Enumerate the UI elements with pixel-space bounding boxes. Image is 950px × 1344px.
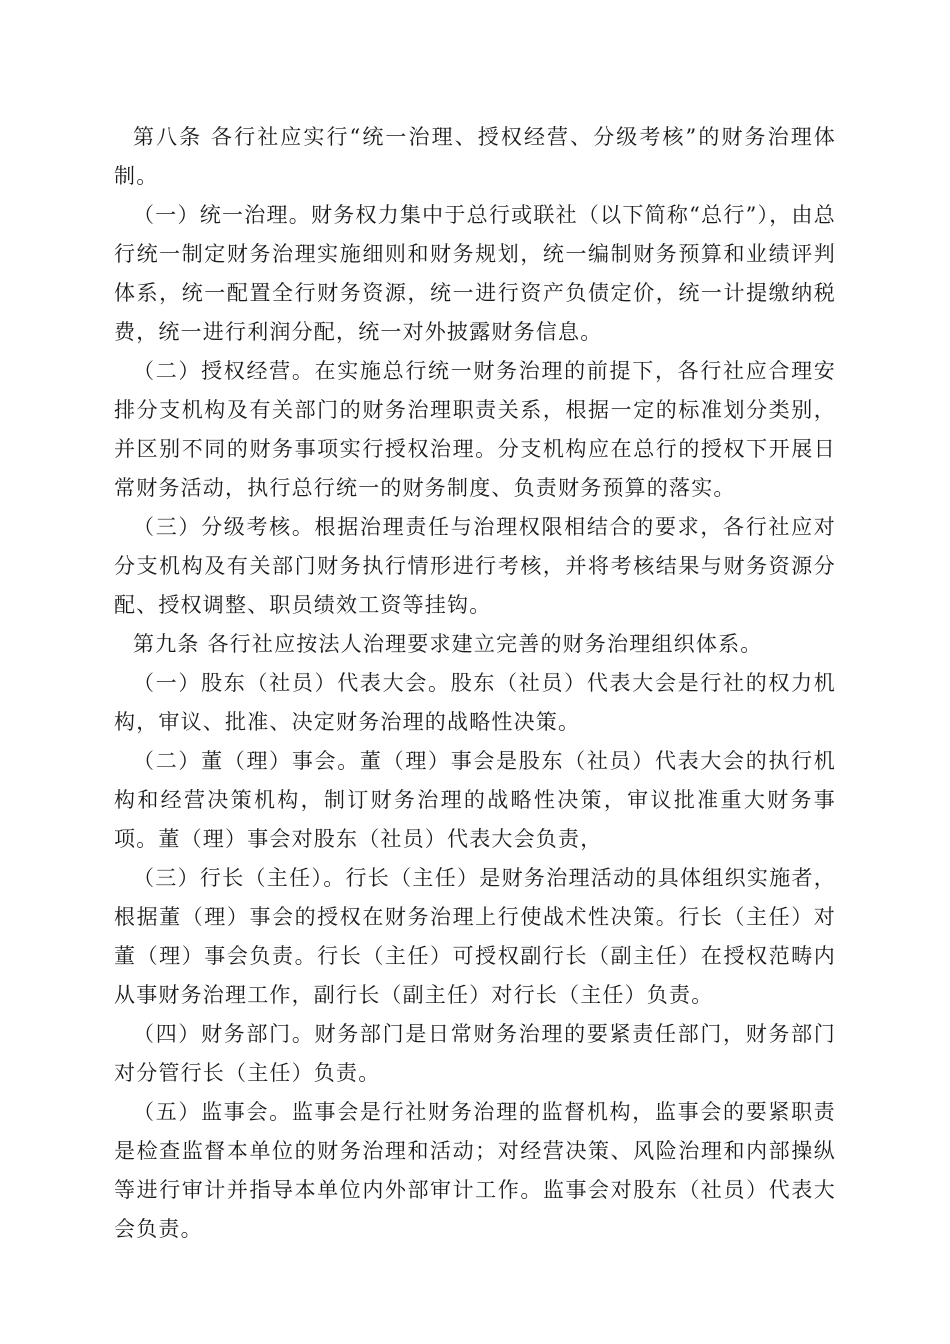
- article-8-item-1: （一）统一治理。财务权力集中于总行或联社（以下简称“总行”），由总行统一制定财务治理实施细则和财务规划，统一编制财务预算和业绩评判体系，统一配置全行财务资源，统一进行资产负债定价，统一计提缴纳税费，统一进行利润分配，统一对外披露财务信息。: [114, 203, 836, 344]
- article-9-item-1: （一）股东（社员）代表大会。股东（社员）代表大会是行社的权力机构，审议、批准、决定财务治理的战略性决策。: [114, 671, 836, 734]
- article-9-item-4: （四）财务部门。财务部门是日常财务治理的要紧责任部门，财务部门对分管行长（主任）负责。: [114, 1022, 836, 1085]
- article-9-item-3: （三）行长（主任）。行长（主任）是财务治理活动的具体组织实施者，根据董（理）事会的授权在财务治理上行使战术性决策。行长（主任）对董（理）事会负责。行长（主任）可授权副行长（副主任）在授权范畴内从事财务治理工作，副行长（副主任）对行长（主任）负责。: [114, 866, 836, 1007]
- article-9-item-5: （五）监事会。监事会是行社财务治理的监督机构，监事会的要紧职责是检查监督本单位的财务治理和活动；对经营决策、风险治理和内部操纵等进行审计并指导本单位内外部审计工作。监事会对股东（社员）代表大会负责。: [114, 1100, 836, 1241]
- article-9-heading: 第九条 各行社应按法人治理要求建立完善的财务治理组织体系。: [133, 632, 763, 656]
- document-body: [114, 118, 836, 1249]
- article-8-item-2: （二）授权经营。在实施总行统一财务治理的前提下，各行社应合理安排分支机构及有关部门的财务治理职责关系，根据一定的标准划分类别，并区别不同的财务事项实行授权治理。分支机构应在总行的授权下开展日常财务活动，执行总行统一的财务制度、负责财务预算的落实。: [114, 359, 836, 500]
- article-8-item-3: （三）分级考核。根据治理责任与治理权限相结合的要求，各行社应对分支机构及有关部门财务执行情形进行考核，并将考核结果与财务资源分配、授权调整、职员绩效工资等挂钩。: [114, 515, 836, 617]
- article-8-heading: 第八条 各行社应实行“统一治理、授权经营、分级考核”的财务治理体制。: [114, 125, 836, 188]
- article-9-item-2: （二）董（理）事会。董（理）事会是股东（社员）代表大会的执行机构和经营决策机构，制订财务治理的战略性决策，审议批准重大财务事项。董（理）事会对股东（社员）代表大会负责，: [114, 749, 836, 851]
